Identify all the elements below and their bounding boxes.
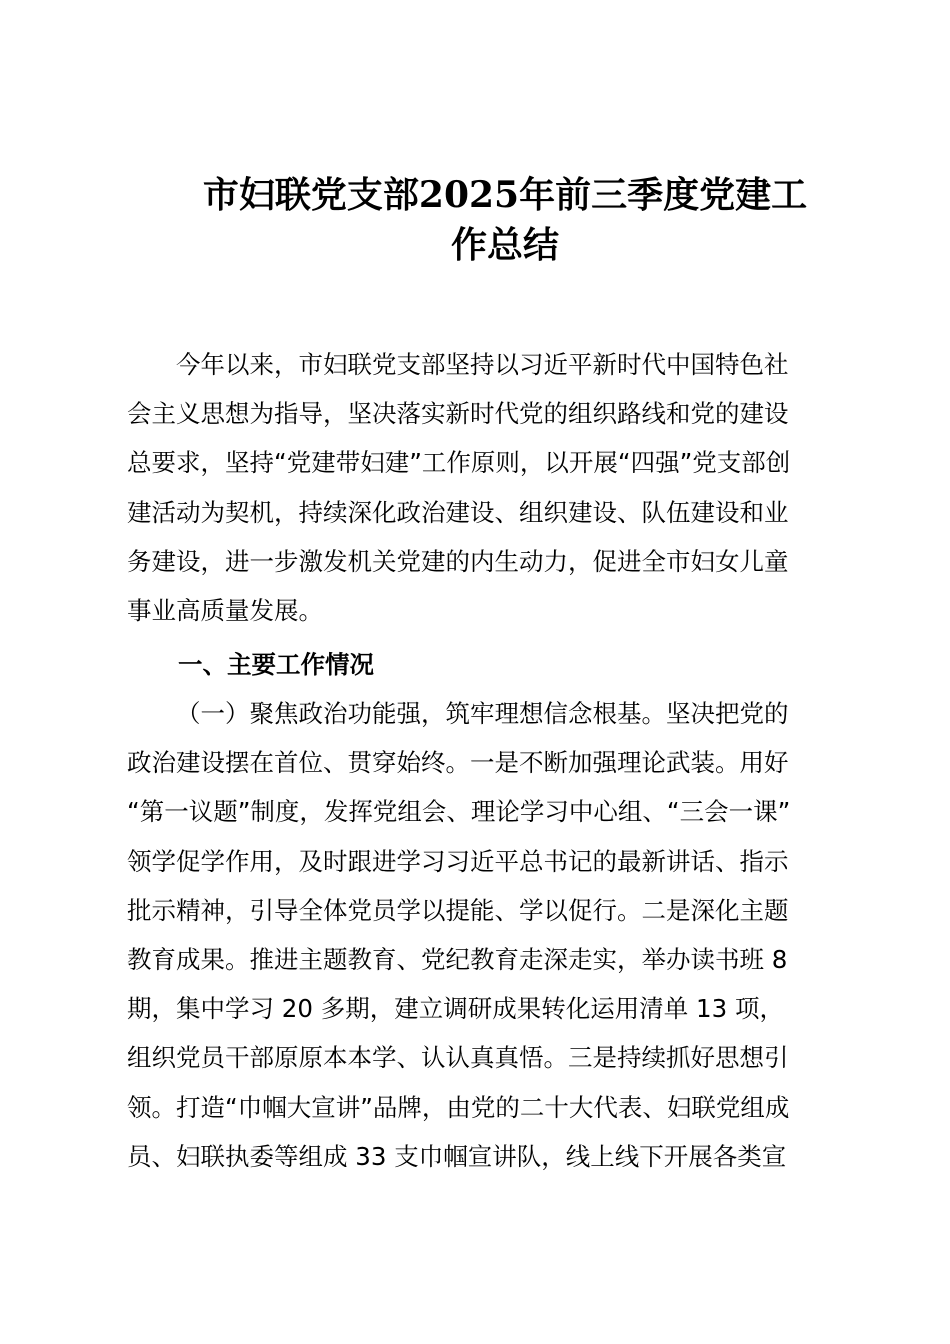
paragraph-line: 期，集中学习 20 多期，建立调研成果转化运用清单 13 项，	[127, 994, 784, 1024]
title-line: 市妇联党支部2025年前三季度党建工	[202, 174, 808, 216]
intro-paragraph	[127, 340, 827, 635]
paragraph-line: （一）聚焦政治功能强，筑牢理想信念根基。坚决把党的	[176, 699, 789, 728]
document-title	[180, 170, 830, 270]
paragraph-line: 教育成果。推进主题教育、党纪教育走深走实，举办读书班 8	[127, 945, 788, 975]
paragraph-line: 员、妇联执委等组成 33 支巾帼宣讲队，线上线下开展各类宣	[127, 1141, 787, 1171]
title-line: 作总结	[450, 224, 559, 266]
paragraph-line: 领。打造“巾帼大宣讲”品牌，由党的二十大代表、妇联党组成	[127, 1092, 790, 1122]
paragraph-line: 会主义思想为指导，坚决落实新时代党的组织路线和党的建设	[127, 399, 789, 429]
paragraph-line: 批示精神，引导全体党员学以提能、学以促行。二是深化主题	[127, 895, 789, 925]
section-paragraph	[127, 689, 827, 1181]
paragraph-line: 领学促学作用，及时跟进学习习近平总书记的最新讲话、指示	[127, 846, 789, 876]
paragraph-line: 政治建设摆在首位、贯穿始终。一是不断加强理论武装。用好	[127, 748, 789, 778]
paragraph-line: “第一议题”制度，发挥党组会、理论学习中心组、“三会一课”	[127, 797, 791, 827]
paragraph-line: 务建设，进一步激发机关党建的内生动力，促进全市妇女儿童	[127, 546, 789, 576]
section-heading: 一、主要工作情况	[178, 650, 374, 679]
paragraph-line: 事业高质量发展。	[127, 596, 323, 626]
paragraph-line: 总要求，坚持“党建带妇建”工作原则，以开展“四强”党支部创	[127, 448, 791, 478]
paragraph-line: 组织党员干部原原本本学、认认真真悟。三是持续抓好思想引	[127, 1043, 789, 1073]
paragraph-line: 今年以来，市妇联党支部坚持以习近平新时代中国特色社	[176, 350, 789, 379]
paragraph-line: 建活动为契机，持续深化政治建设、组织建设、队伍建设和业	[127, 497, 789, 527]
